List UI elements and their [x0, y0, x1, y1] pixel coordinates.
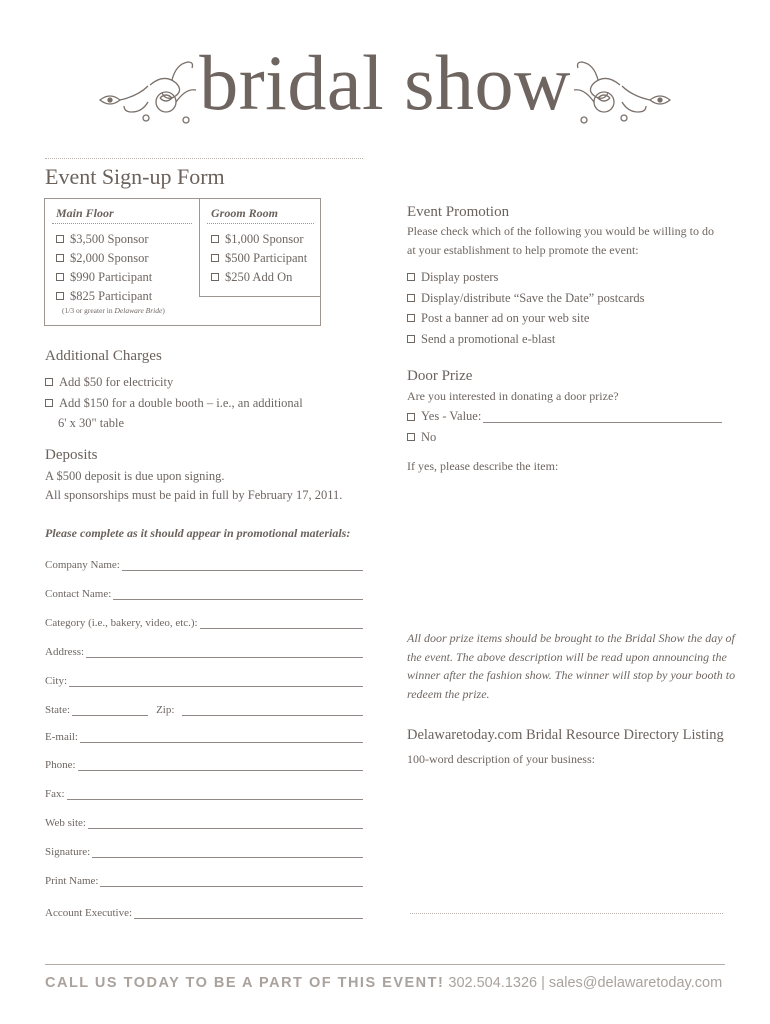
- promotion-option[interactable]: Send a promotional e-blast: [407, 329, 645, 350]
- event-promotion-options: [407, 267, 645, 349]
- checkbox-icon[interactable]: [407, 273, 415, 281]
- door-prize-describe-prompt: If yes, please describe the item:: [407, 459, 559, 473]
- checkbox-icon[interactable]: [407, 294, 415, 302]
- groom-room-heading: Groom Room: [211, 206, 279, 220]
- print-name-field[interactable]: Print Name:: [45, 871, 363, 887]
- checkbox-icon[interactable]: [45, 399, 53, 407]
- event-promotion-intro: at your establishment to help promote the event:: [407, 243, 639, 257]
- print-name-input[interactable]: [100, 877, 363, 887]
- main-floor-options: [56, 230, 152, 306]
- banner-title: bridal show: [199, 39, 571, 126]
- additional-charge-option[interactable]: Add $150 for a double booth – i.e., an additional: [45, 393, 303, 414]
- groom-room-option[interactable]: $500 Participant: [211, 249, 307, 268]
- state-input[interactable]: [72, 706, 148, 716]
- website-field[interactable]: Web site:: [45, 813, 363, 829]
- door-prize-no-option[interactable]: No: [407, 428, 436, 447]
- main-floor-option[interactable]: $825 Participant: [56, 287, 152, 306]
- form-instructions: Please complete as it should appear in promotional materials:: [45, 526, 351, 540]
- checkbox-icon[interactable]: [407, 433, 415, 441]
- email-field[interactable]: E-mail:: [45, 727, 363, 743]
- footer-phone[interactable]: 302.504.1326: [448, 975, 538, 991]
- main-floor-option[interactable]: $990 Participant: [56, 268, 152, 287]
- checkbox-icon[interactable]: [407, 314, 415, 322]
- additional-charges-heading: Additional Charges: [45, 348, 162, 364]
- door-prize-value-input[interactable]: [483, 411, 722, 423]
- sponsorship-column-divider: [199, 198, 200, 296]
- event-promotion-intro: Please check which of the following you would be willing to do: [407, 224, 714, 238]
- footer-contact: [45, 975, 745, 991]
- website-input[interactable]: [88, 819, 363, 829]
- address-field[interactable]: Address:: [45, 642, 363, 658]
- groom-room-option[interactable]: $250 Add On: [211, 268, 307, 287]
- phone-input[interactable]: [78, 761, 363, 771]
- city-input[interactable]: [69, 677, 363, 687]
- checkbox-icon[interactable]: [56, 292, 64, 300]
- promotion-option[interactable]: Display posters: [407, 267, 645, 288]
- account-executive-field[interactable]: Account Executive:: [45, 903, 363, 919]
- promotion-option[interactable]: Display/distribute “Save the Date” postcards: [407, 288, 645, 309]
- footer-email[interactable]: sales@delawaretoday.com: [548, 975, 723, 991]
- fax-input[interactable]: [67, 790, 363, 800]
- main-floor-option[interactable]: $3,500 Sponsor: [56, 230, 152, 249]
- footer-rule: [45, 964, 725, 965]
- directory-bottom-rule: [410, 913, 723, 914]
- footer-cta: CALL US TODAY TO BE A PART OF THIS EVENT!: [45, 975, 445, 991]
- groom-room-rule: [207, 223, 314, 224]
- checkbox-icon[interactable]: [56, 273, 64, 281]
- state-zip-field[interactable]: State: Zip:: [45, 700, 363, 716]
- contact-name-field[interactable]: Contact Name:: [45, 584, 363, 600]
- main-floor-heading: Main Floor: [56, 206, 114, 220]
- fax-field[interactable]: Fax:: [45, 784, 363, 800]
- phone-field[interactable]: Phone:: [45, 755, 363, 771]
- category-field[interactable]: Category (i.e., bakery, video, etc.):: [45, 613, 363, 629]
- door-prize-note: All door prize items should be brought to the Bridal Show the day of the event. The above description will be read upon announcing the winner after the fashion show. The winner will stop by your booth to redeem the prize.: [407, 631, 736, 701]
- groom-room-option[interactable]: $1,000 Sponsor: [211, 230, 307, 249]
- checkbox-icon[interactable]: [407, 413, 415, 421]
- deposit-line: All sponsorships must be paid in full by February 17, 2011.: [45, 488, 343, 502]
- form-title: Event Sign-up Form: [45, 164, 225, 189]
- main-floor-note: (1/3 or greater in Delaware Bride): [62, 306, 165, 315]
- company-name-field[interactable]: Company Name:: [45, 555, 363, 571]
- checkbox-icon[interactable]: [45, 378, 53, 386]
- door-prize-description-area[interactable]: [407, 478, 722, 623]
- additional-charge-option[interactable]: Add $50 for electricity: [45, 372, 303, 393]
- city-field[interactable]: City:: [45, 671, 363, 687]
- checkbox-icon[interactable]: [211, 235, 219, 243]
- checkbox-icon[interactable]: [56, 254, 64, 262]
- door-prize-question: Are you interested in donating a door prize?: [407, 389, 619, 403]
- checkbox-icon[interactable]: [56, 235, 64, 243]
- main-floor-option[interactable]: $2,000 Sponsor: [56, 249, 152, 268]
- groom-room-bottom-border: [199, 296, 321, 297]
- door-prize-heading: Door Prize: [407, 368, 473, 384]
- deposit-line: A $500 deposit is due upon signing.: [45, 469, 225, 483]
- footer-separator: |: [541, 975, 545, 991]
- directory-description-area[interactable]: [407, 772, 725, 908]
- signature-field[interactable]: Signature:: [45, 842, 363, 858]
- category-input[interactable]: [200, 619, 363, 629]
- address-input[interactable]: [86, 648, 363, 658]
- signature-input[interactable]: [92, 848, 363, 858]
- account-executive-input[interactable]: [134, 909, 363, 919]
- directory-heading: Delawaretoday.com Bridal Resource Directory Listing: [407, 727, 724, 743]
- directory-prompt: 100-word description of your business:: [407, 752, 595, 766]
- event-promotion-heading: Event Promotion: [407, 204, 510, 220]
- door-prize-yes-option[interactable]: Yes - Value:: [407, 407, 722, 426]
- checkbox-icon[interactable]: [407, 335, 415, 343]
- deposits-heading: Deposits: [45, 447, 98, 463]
- additional-charges-options: [45, 372, 303, 433]
- checkbox-icon[interactable]: [211, 254, 219, 262]
- header-divider: [45, 158, 363, 159]
- checkbox-icon[interactable]: [211, 273, 219, 281]
- contact-name-input[interactable]: [113, 590, 363, 600]
- company-name-input[interactable]: [122, 561, 363, 571]
- promotion-option[interactable]: Post a banner ad on your web site: [407, 308, 645, 329]
- groom-room-options: [211, 230, 307, 287]
- additional-charge-continuation: 6' x 30" table: [58, 416, 125, 430]
- zip-input[interactable]: [182, 706, 363, 716]
- email-input[interactable]: [80, 733, 363, 743]
- main-floor-rule: [52, 223, 192, 224]
